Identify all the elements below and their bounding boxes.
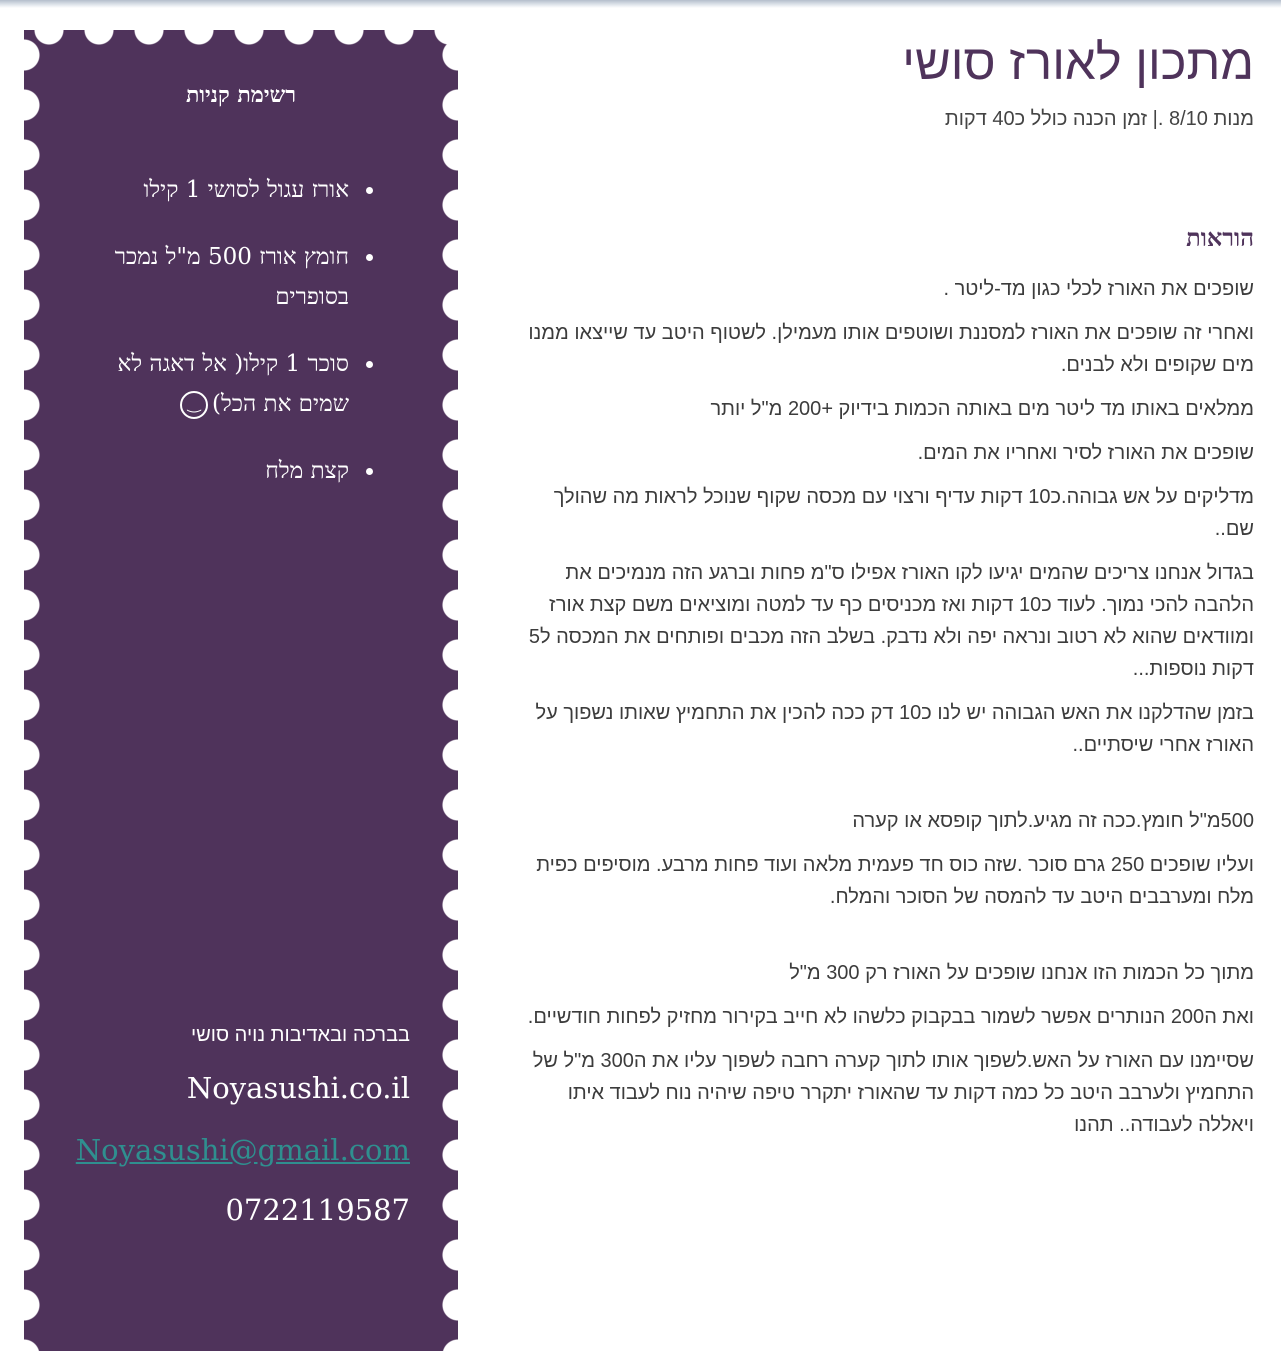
- instruction-paragraph: ואת ה200 הנותרים אפשר לשמור בבקבוק כלשהו לא חייב בקירור מחזיק לפחות חודשיים.: [527, 1006, 1254, 1028]
- email-link[interactable]: Noyasushi@gmail.com: [75, 1133, 410, 1167]
- instruction-paragraph: ועליו שופכים 250 גרם סוכר .שזה כוס חד פעמית מלאה ועוד פחות מרבע. מוסיפים כפית מלח ומערבבים היטב עד להמסה של הסוכר והמלח.: [536, 854, 1254, 908]
- list-item: [73, 170, 353, 210]
- list-item-text: קצת מלח: [265, 458, 349, 484]
- blessing-text: בברכה ובאדיבות נויה סושי: [191, 1024, 410, 1046]
- instructions: [509, 273, 1254, 1141]
- shopping-list-title: רשימת קניות: [185, 82, 296, 108]
- instruction-paragraph: בזמן שהדלקנו את האש הגבוהה יש לנו כ10 דק ככה להכין את התחמיץ שאותו נשפוך על האורז אחרי שיסתיים..: [535, 702, 1254, 756]
- page-title: מתכון לאורז סושי: [902, 36, 1254, 90]
- phone-number: 0722119587: [225, 1193, 410, 1227]
- recipe-main: [509, 30, 1254, 1153]
- instructions-heading: הוראות: [1186, 223, 1254, 252]
- sidebar-scallop-top: [24, 30, 458, 48]
- top-bar: [0, 0, 1281, 8]
- instruction-paragraph: 500מ"ל חומץ.ככה זה מגיע.לתוך קופסא או קערה: [852, 810, 1254, 832]
- instruction-paragraph: ממלאים באותו מד ליטר מים באותה הכמות בידיוק +200 מ"ל יותר: [710, 398, 1254, 420]
- spacer: [509, 773, 1254, 805]
- list-item: [73, 451, 353, 491]
- list-item: [73, 237, 353, 317]
- website-text: Noyasushi.co.il: [186, 1071, 410, 1105]
- list-item-text: אורז עגול לסושי 1 קילו: [143, 177, 349, 203]
- contact-footer: [76, 1020, 410, 1227]
- instruction-paragraph: מדליקים על אש גבוהה.כ10 דקות עדיף ורצוי עם מכסה שקוף שנוכל לראות מה שהולך שם..: [553, 486, 1254, 540]
- instruction-paragraph: ואחרי זה שופכים את האורז למסננת ושוטפים אותו מעמילן. לשטוף היטב עד שייצאו ממנו מים שקופים ולא לבנים.: [528, 322, 1254, 376]
- smiley-icon: ‿: [180, 391, 208, 419]
- instruction-paragraph: שופכים את האורז לסיר ואחריו את המים.: [917, 442, 1254, 464]
- instruction-paragraph: מתוך כל הכמות הזו אנחנו שופכים על האורז רק 300 מ"ל: [789, 962, 1254, 984]
- shopping-list: [73, 170, 373, 518]
- recipe-meta: מנות 8/10 .| זמן הכנה כולל כ40 דקות: [944, 108, 1254, 130]
- list-item-text: סוכר 1 קילו( אל דאגה לא שמים את הכל): [117, 351, 349, 417]
- list-item-text: חומץ אורז 500 מ"ל נמכר בסופרים: [114, 244, 349, 310]
- list-item: [73, 344, 353, 424]
- instruction-paragraph: שסיימנו עם האורז על האש.לשפוך אותו לתוך קערה רחבה לשפוך עליו את ה300 מ"ל של התחמיץ ולערבב היטב כל כמה דקות עד שהאורז יתקרר טיפה שיהיה נוח לעבוד איתו ויאללה לעבודה.. תהנו: [532, 1050, 1254, 1136]
- spacer: [509, 925, 1254, 957]
- shopping-sidebar: [24, 30, 458, 1351]
- instruction-paragraph: שופכים את האורז לכלי כגון מד-ליטר .: [943, 278, 1254, 300]
- instruction-paragraph: בגדול אנחנו צריכים שהמים יגיעו לקו האורז אפילו ס"מ פחות וברגע הזה מנמיכים את הלהבה להכי נמוך. לעוד כ10 דקות ואז מכניסים כף עד למטה ומוציאים משם קצת אורז ומוודאים שהוא לא רטוב ונראה יפה ולא נדבק. בשלב הזה מכבים ופותחים את המכסה ל5 דקות נוספות...: [528, 562, 1254, 680]
